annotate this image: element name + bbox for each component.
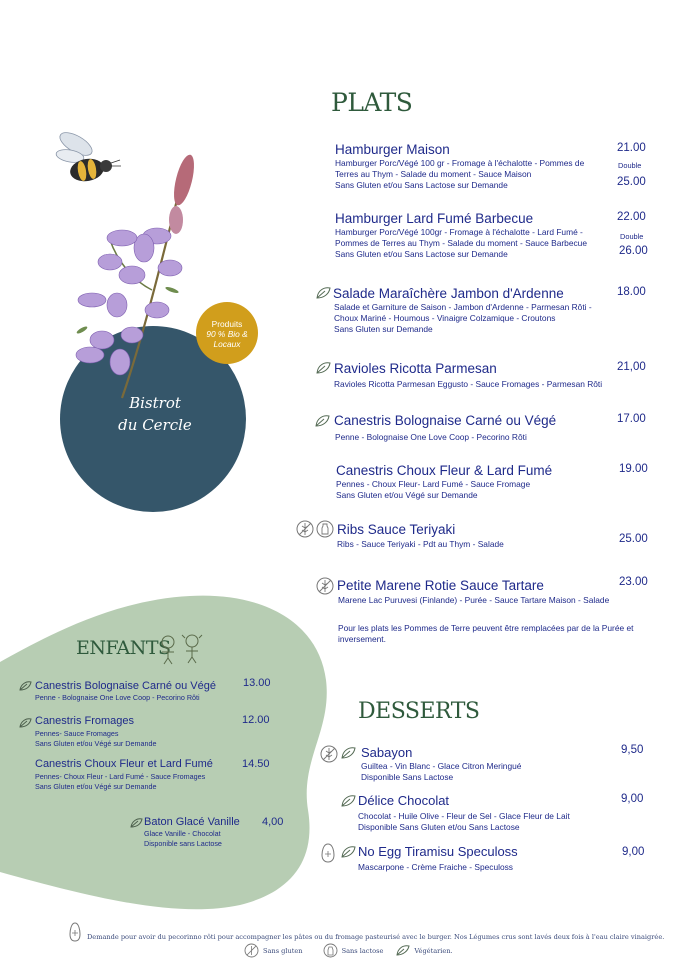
- desc-line: Penne - Bolognaise One Love Coop - Pecorino Rôti: [35, 693, 200, 702]
- footer-note: Demande pour avoir du pecorinno rôti pour accompagner les pâtes ou du fromage pasteurisé avec le burger. Nos Légumes crus sont lavés deux fois à l'eau claire vinaigrée.: [87, 933, 665, 941]
- desc-line: Ribs - Sauce Teriyaki - Pdt au Thym - Salade: [337, 539, 504, 549]
- kids-item-desc: [35, 693, 200, 703]
- plat-price: 21.00: [617, 142, 646, 154]
- plat-desc: [336, 479, 596, 501]
- dessert-desc: [358, 811, 570, 833]
- plat-desc: [334, 379, 619, 390]
- kids-item-name: Canestris Fromages: [35, 715, 135, 727]
- dessert-desc: [358, 862, 513, 873]
- plat-desc: [338, 595, 638, 606]
- desc-line: Sans Gluten et/ou Végé sur Demande: [35, 781, 157, 791]
- plat-name: Canestris Choux Fleur & Lard Fumé: [336, 463, 553, 478]
- dessert-desc: [361, 761, 521, 783]
- plat-name: Ribs Sauce Teriyaki: [337, 522, 456, 537]
- leaf-icon: [314, 414, 330, 428]
- plat-desc: [335, 158, 610, 192]
- desserts-title: DESSERTS: [358, 699, 480, 724]
- plat-name: Petite Marene Rotie Sauce Tartare: [337, 578, 544, 593]
- dessert-price: 9,00: [622, 846, 645, 858]
- leaf-icon: [340, 845, 356, 859]
- bio-badge: [196, 302, 258, 364]
- plat-name: Salade Maraîchère Jambon d'Ardenne: [333, 286, 564, 301]
- enfants-title: ENFANTS: [76, 637, 171, 659]
- desc-line: Sans Gluten et/ou Végé sur Demande: [35, 738, 157, 748]
- plat-desc: [334, 302, 614, 336]
- desc-line: Penne - Bolognaise One Love Coop - Pecorino Rôti: [335, 432, 527, 442]
- badge-line3: Locaux: [213, 339, 241, 349]
- dessert-name: Sabayon: [361, 745, 413, 760]
- desc-line: Hamburger Porc/Végé 100gr - Fromage à l'échalotte - Lard Fumé -: [335, 227, 583, 237]
- leaf-icon: [395, 944, 410, 957]
- plat-name: Ravioles Ricotta Parmesan: [334, 361, 497, 376]
- legend-vege: Végétarien.: [414, 946, 453, 955]
- legend-lactose: Sans lactose: [341, 946, 384, 955]
- plat-price-double: 26.00: [619, 245, 648, 257]
- leaf-icon: [18, 717, 32, 729]
- badge-line2: 90 % Bio &: [206, 329, 248, 339]
- no-gluten-icon: [244, 943, 259, 958]
- plat-desc: [335, 227, 610, 261]
- no-gluten-icon: [296, 520, 314, 538]
- no-lactose-icon: [316, 520, 334, 538]
- desc-line: Disponible Sans Gluten et/ou Sans Lactose: [358, 822, 520, 833]
- bee-icon: [54, 126, 124, 196]
- kids-icon: [154, 632, 210, 666]
- kids-item-price: 12.00: [242, 714, 270, 726]
- plat-price: 17.00: [617, 413, 646, 425]
- plat-price-double: 25.00: [617, 176, 646, 188]
- desc-line: Marene Lac Puruvesi (Finlande) - Purée - Sauce Tartare Maison - Salade: [338, 595, 610, 605]
- no-gluten-icon: [316, 577, 334, 595]
- logo-line1: Bistrot: [129, 394, 181, 412]
- leaf-icon: [18, 680, 32, 692]
- desc-line: Pennes - Choux Fleur- Lard Fumé - Sauce Fromage: [336, 479, 531, 489]
- plat-name: Hamburger Maison: [335, 142, 450, 157]
- kids-item-name: Canestris Bolognaise Carné ou Végé: [35, 680, 217, 692]
- legend-gluten: Sans gluten: [263, 946, 303, 955]
- desc-line: Ravioles Ricotta Parmesan Eggusto - Sauce Fromages - Parmesan Rôti: [334, 379, 603, 389]
- kids-item-price: 4,00: [262, 816, 284, 828]
- kids-item-desc: [144, 829, 222, 849]
- dessert-price: 9,00: [621, 793, 644, 805]
- no-gluten-icon: [320, 745, 338, 763]
- no-egg-icon: [320, 842, 336, 864]
- kids-item-price: 13.00: [243, 677, 271, 689]
- logo-line2: du Cercle: [118, 416, 192, 434]
- desc-line: Pennes- Choux Fleur - Lard Fumé - Sauce Fromages: [35, 772, 206, 781]
- desc-line: Sans Gluten et/ou Végé sur Demande: [336, 490, 478, 501]
- desc-line: Guiltea - Vin Blanc - Glace Citron Meringué: [361, 761, 522, 771]
- desc-line: Mascarpone - Crème Fraiche - Speculoss: [358, 862, 513, 872]
- desc-line: Disponible Sans Lactose: [361, 772, 454, 783]
- desc-line: Sans Gluten et/ou Sans Lactose sur Demande: [335, 180, 508, 191]
- plat-desc: [335, 432, 595, 443]
- plat-name: Hamburger Lard Fumé Barbecue: [335, 211, 534, 226]
- kids-item-desc: [35, 772, 205, 792]
- desc-line: Pennes- Sauce Fromages: [35, 729, 119, 738]
- desc-line: Salade et Garniture de Saison - Jambon d'Ardenne - Parmesan Rôti -: [334, 302, 592, 312]
- desc-line: Choux Mariné - Houmous - Vinaigre Colzamique - Croutons: [334, 313, 556, 324]
- footer-legend: [244, 943, 453, 958]
- plat-price: 18.00: [617, 286, 646, 298]
- note-line: Pour les plats les Pommes de Terre peuvent être remplacées par de la Purée et: [338, 623, 634, 633]
- leaf-icon: [340, 746, 356, 760]
- leaf-icon: [315, 286, 331, 300]
- kids-item-name: Canestris Choux Fleur et Lard Fumé: [35, 758, 213, 770]
- dessert-price: 9,50: [621, 744, 644, 756]
- kids-item-name: Baton Glacé Vanille: [144, 816, 240, 828]
- dessert-name: No Egg Tiramisu Speculoss: [358, 844, 518, 859]
- plat-price: 23.00: [619, 576, 648, 588]
- desc-line: Hamburger Porc/Végé 100 gr - Fromage à l'échalotte - Pommes de: [335, 158, 585, 168]
- badge-line1: Produits: [211, 319, 243, 329]
- desc-line: Sans Gluten sur Demande: [334, 324, 433, 335]
- leaf-icon: [129, 817, 143, 829]
- leaf-icon: [315, 361, 331, 375]
- double-label: Double: [618, 161, 642, 170]
- plats-note: [338, 623, 658, 645]
- leaf-icon: [340, 794, 356, 808]
- plat-price: 19.00: [619, 463, 648, 475]
- plat-desc: [337, 539, 577, 550]
- double-label: Double: [620, 232, 644, 241]
- dessert-name: Délice Chocolat: [358, 793, 450, 808]
- kids-item-desc: [35, 729, 156, 749]
- plat-name: Canestris Bolognaise Carné ou Végé: [334, 413, 557, 428]
- desc-line: Glace Vanille - Chocolat: [144, 829, 221, 838]
- desc-line: Sans Gluten et/ou Sans Lactose sur Demande: [335, 249, 508, 260]
- desc-line: Pommes de Terres au Thym - Salade du moment - Sauce Barbecue: [335, 238, 587, 249]
- no-egg-icon: [68, 921, 82, 943]
- plat-price: 22.00: [617, 211, 646, 223]
- no-lactose-icon: [323, 943, 338, 958]
- kids-item-price: 14.50: [242, 758, 270, 770]
- plats-title: PLATS: [331, 88, 413, 117]
- desc-line: Disponible sans Lactose: [144, 838, 222, 848]
- desc-line: Chocolat - Huile Olive - Fleur de Sel - Glace Fleur de Lait: [358, 811, 570, 821]
- desc-line: Terres au Thym - Salade du moment - Sauce Maison: [335, 169, 532, 180]
- plat-price: 21,00: [617, 361, 646, 373]
- note-line: inversement.: [338, 634, 386, 645]
- plat-price: 25.00: [619, 533, 648, 545]
